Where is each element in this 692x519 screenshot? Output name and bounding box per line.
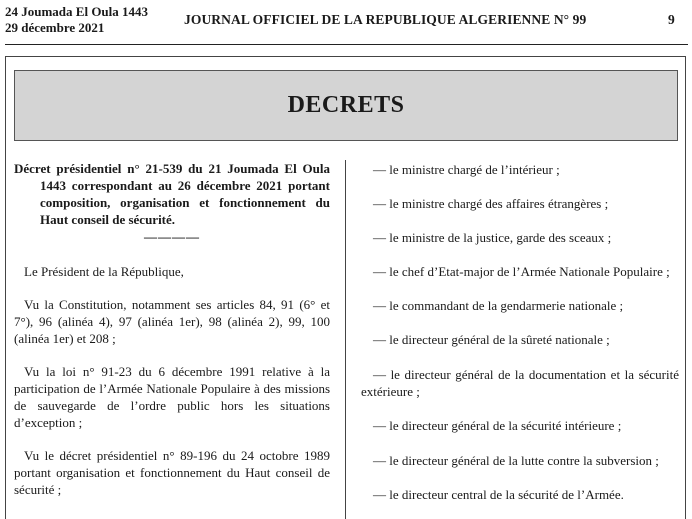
issue-date [5, 4, 148, 36]
member-item: — le directeur général de la documentation et la sécurité extérieure ; [361, 367, 679, 399]
member-item: — le commandant de la gendarmerie nationale ; [373, 298, 624, 313]
member-item: — le directeur général de la lutte contre la subversion ; [373, 453, 659, 468]
page-number: 9 [668, 12, 675, 27]
journal-title: JOURNAL OFFICIEL DE LA REPUBLIQUE ALGERIENNE N° 99 [184, 12, 587, 27]
member-item: — le chef d’Etat-major de l’Armée Nationale Populaire ; [373, 264, 670, 279]
left-column [14, 160, 330, 498]
decree-paragraph: Vu la Constitution, notamment ses articles 84, 91 (6° et 7°), 96 (alinéa 4), 97 (alinéa 1er), 98 (alinéa 2), 99, 100 (alinéa 1er) et 208 ; [14, 297, 330, 346]
gregorian-date: 29 décembre 2021 [5, 20, 105, 35]
section-title: DECRETS [287, 92, 405, 118]
decree-paragraph: Le Président de la République, [24, 264, 184, 279]
member-item: — le directeur central de la sécurité de l’Armée. [373, 487, 624, 502]
section-banner [14, 70, 678, 141]
member-item: — le ministre chargé des affaires étrangères ; [373, 196, 609, 211]
title-separator: ———— [144, 229, 200, 244]
member-item: — le directeur général de la sécurité intérieure ; [373, 418, 622, 433]
member-item: — le ministre de la justice, garde des sceaux ; [373, 230, 612, 245]
hijri-date: 24 Joumada El Oula 1443 [5, 4, 149, 19]
decree-paragraph: Vu la loi n° 91-23 du 6 décembre 1991 relative à la participation de l’Armée Nationale Populaire à des missions de sauvegarde de l’ordre public hors les situations d’exception ; [14, 364, 330, 430]
column-divider [345, 160, 346, 519]
member-item: — le ministre chargé de l’intérieur ; [373, 162, 560, 177]
decree-title: Décret présidentiel n° 21-539 du 21 Joumada El Oula 1443 correspondant au 26 décembre 2021 portant composition, organisation et fonctionnement du Haut conseil de sécurité. [14, 161, 330, 227]
decree-paragraph: Vu le décret présidentiel n° 89-196 du 24 octobre 1989 portant organisation et fonctionnement du Haut conseil de sécurité ; [14, 448, 330, 497]
header-rule [5, 44, 688, 45]
member-item: — le directeur général de la sûreté nationale ; [373, 332, 610, 347]
